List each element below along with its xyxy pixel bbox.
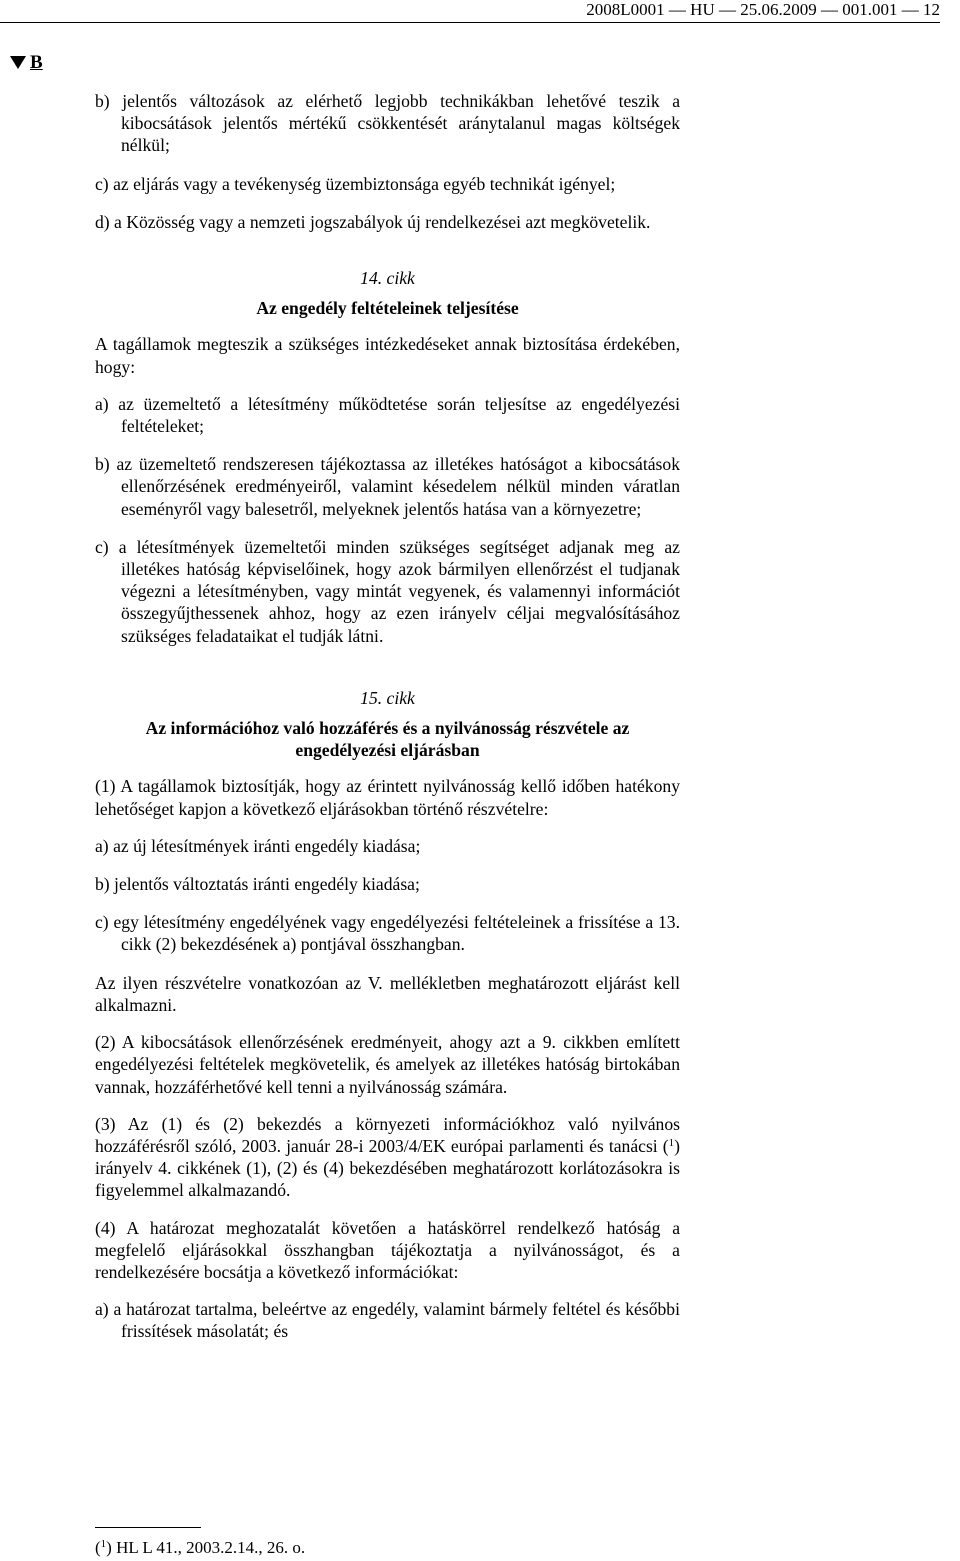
footnote: [95, 1538, 305, 1558]
list-item: b) az üzemeltető rendszeresen tájékoztassa az illetékes hatóságot a kibocsátások ellenőrzésének eredményeiről, valamint késedelem nélkül minden váratlan eseményről vagy balesetről, melyeknek jelentős hatása van a környezetre;: [95, 454, 680, 519]
list-item: d) a Közösség vagy a nemzeti jogszabályok új rendelkezései azt megkövetelik.: [95, 211, 651, 232]
article-15-paragraph-3: [95, 1113, 680, 1202]
list-item: c) a létesítmények üzemeltetői minden szükséges segítséget adjanak meg az illetékes hatóság képviselőinek, hogy azok bármilyen ellenőrzést el tudjanak végezni a létesítményben, vagy mintát vegyenek, és valamennyi információt összegyűjthessenek ahhoz, hogy az ezen irányelv céljai megvalósításához szükséges feladataikat el tudják látni.: [95, 536, 680, 646]
list-item: a) az üzemeltető a létesítmény működtetése során teljesítse az engedélyezési feltételeket;: [95, 393, 680, 437]
footnote-text: HL L 41., 2003.2.14., 26. o.: [111, 1538, 306, 1557]
article-14-intro: A tagállamok megteszik a szükséges intézkedéseket annak biztosítása érdekében, hogy:: [95, 334, 680, 377]
header-reference: 2008L0001 — HU — 25.06.2009 — 001.001 — 12: [586, 0, 940, 19]
paragraph-3-text-end: ) irányelv 4. cikkének (1), (2) és (4) bekezdésében meghatározott korlátozásokra is figyelemmel alkalmazandó.: [95, 1135, 680, 1201]
list-item: b) jelentős változtatás iránti engedély kiadása;: [95, 874, 420, 895]
article-15-paragraph-4: (4) A határozat meghozatalát követően a hatáskörrel rendelkező hatóság a megfelelő eljárásokkal összhangban tájékoztatja a nyilvánosságot, és a rendelkezésére bocsátja a következő információkat:: [95, 1217, 680, 1282]
footnote-number: 1: [100, 1538, 107, 1550]
list-item: c) az eljárás vagy a tevékenység üzembiztonsága egyéb technikát igényel;: [95, 173, 616, 194]
footnote-open-paren: (: [95, 1538, 101, 1557]
article-15-paragraph-2: (2) A kibocsátások ellenőrzésének eredményeit, ahogy azt a 9. cikkben említett engedélyezési feltételek megkövetelik, és amelyek az illetékes hatóság birtokában vannak, hozzáférhetővé kell tenni a nyilvánosság számára.: [95, 1032, 680, 1097]
article-15-title: Az információhoz való hozzáférés és a nyilvánosság részvétele az engedélyezési eljárásban: [145, 718, 630, 761]
document-body: [95, 90, 680, 1359]
list-item: a) a határozat tartalma, beleértve az engedély, valamint bármely feltétel és későbbi frissítések másolatát; és: [95, 1299, 680, 1342]
marker-letter: B: [30, 52, 43, 73]
triangle-down-icon: [10, 56, 26, 69]
footnote-close-paren: ): [106, 1538, 112, 1557]
list-item: a) az új létesítmények iránti engedély kiadása;: [95, 835, 421, 856]
amendment-marker: [10, 52, 43, 74]
article-15-paragraph-1b: Az ilyen részvételre vonatkozóan az V. mellékletben meghatározott eljárást kell alkalmazni.: [95, 972, 680, 1015]
article-15-paragraph-1: (1) A tagállamok biztosítják, hogy az érintett nyilvánosság kellő időben hatékony lehetőséget kapjon a következő eljárásokban történő részvételre:: [95, 776, 680, 819]
paragraph-3-text-start: (3) Az (1) és (2) bekezdés a környezeti információkhoz való nyilvános hozzáférésről szóló, 2003. január 28-i 2003/4/EK európai parlamenti és tanácsi (: [95, 1113, 680, 1156]
list-item: b) jelentős változások az elérhető legjobb technikákban lehetővé teszik a kibocsátások jelentős mértékű csökkentését aránytalanul magas költségek nélkül;: [95, 91, 680, 156]
list-item: c) egy létesítmény engedélyének vagy engedélyezési feltételeinek a frissítése a 13. cikk (2) bekezdésének a) pontjával összhangban.: [95, 912, 680, 955]
article-14-number: 14. cikk: [360, 268, 415, 289]
article-15-number: 15. cikk: [360, 687, 415, 708]
footnote-reference[interactable]: 1: [668, 1136, 675, 1149]
article-14-title: Az engedély feltételeinek teljesítése: [256, 298, 519, 319]
footnote-separator: [95, 1527, 201, 1528]
page-header: [0, 0, 940, 23]
